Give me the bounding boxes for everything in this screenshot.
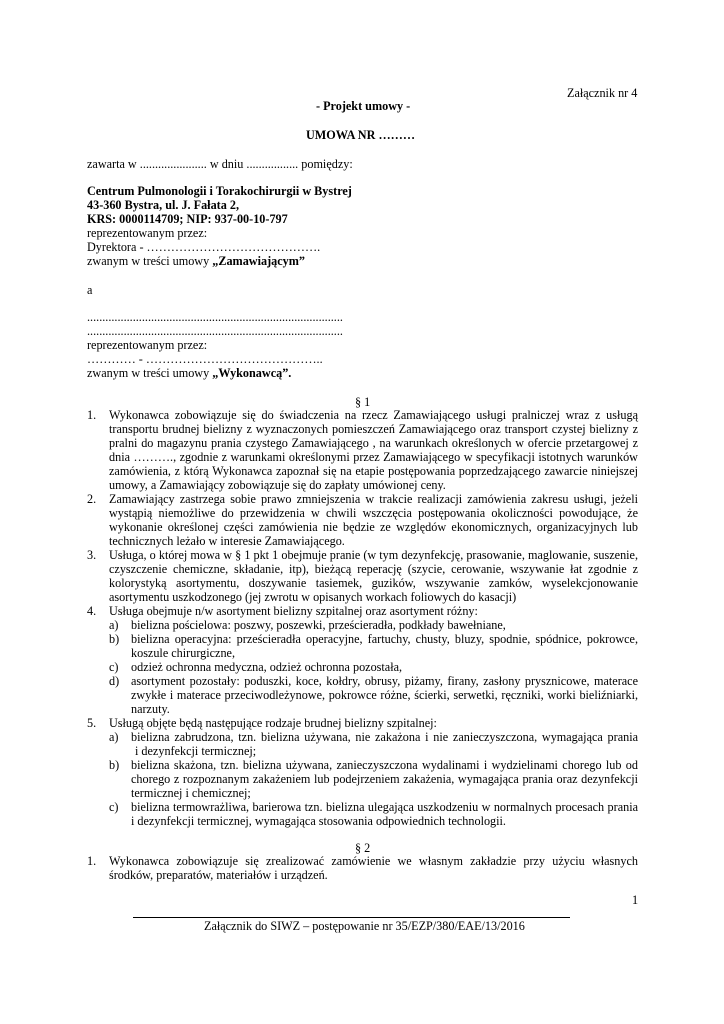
party1-called-prefix: zwanym w treści umowy — [87, 254, 213, 268]
contract-intro: zawarta w ...................... w dniu ................. pomiędzy: — [87, 157, 353, 171]
party1-address: 43-360 Bystra, ul. J. Fałata 2, — [87, 198, 239, 212]
s1-p4-d-text: zwykłe i materace przeciwodleżynowe, pokrowce różne, ścierki, serwetki, ręczniki, worki bieliźniarki, — [131, 688, 638, 702]
s1-p4-a-text: bielizna pościelowa: poszwy, poszewki, prześcieradła, podkłady bawełniane, — [131, 618, 506, 632]
s1-p5-b-text: chorego z rozpoznanym zakażeniem lub podejrzeniem zakażenia, wymagająca prania oraz dezynfekcji — [131, 772, 638, 786]
party1-name: Centrum Pulmonologii i Torakochirurgii w Bystrej — [87, 184, 352, 198]
s1-p1-line: umowy, a Zamawiający zobowiązuje się do zapłaty umówionej ceny. — [109, 478, 446, 492]
s1-p3-line: Usługa, o której mowa w § 1 pkt 1 obejmuje pranie (w tym dezynfekcję, prasowanie, maglowanie, suszenie, — [109, 548, 638, 562]
s1-p4-intro: Usługa obejmuje n/w asortyment bielizny szpitalnej oraz asortyment różny: — [109, 604, 478, 618]
party2-represented: reprezentowanym przez: — [87, 338, 208, 352]
party2-called-name: „Wykonawcą”. — [212, 366, 292, 380]
s1-p2-line: wystąpią niemożliwe do przewidzenia w chwili wszczęcia postępowania okoliczności powodujące, że — [109, 506, 638, 520]
s1-p3-number: 3. — [87, 548, 97, 562]
s1-p2-line: wykonanie określonej części zamówienia nie będzie ze względów ekonomicznych, organizacyjnych lub — [109, 520, 638, 534]
s1-p5-c-text: i dezynfekcji termicznej, wymagająca stosowania odpowiednich technologii. — [131, 814, 506, 828]
s1-p3-line: czyszczenie chemiczne, składanie, itp), bieżącą reperację (szycie, cerowanie, wszywanie łat zgodnie z — [109, 562, 638, 576]
s1-p5-c-text: bielizna termowrażliwa, barierowa tzn. bielizna ulegająca uszkodzeniu w normalnych procesach prania — [131, 800, 638, 814]
s1-p4-c-label: c) — [109, 660, 119, 674]
s2-p1-line: Wykonawca zobowiązuje się zrealizować zamówienie we własnym zakładzie przy użyciu własnych — [109, 854, 638, 868]
party2-person: ………… - …………………………………….. — [87, 352, 323, 366]
s1-p1-line: pralni do magazynu prania czystego Zamawiającego , na warunkach określonych w ofercie przetargowej z — [109, 436, 638, 450]
s1-p2-line: technicznych leżało w interesie Zamawiającego. — [109, 534, 345, 548]
s1-p3-line: kolorystyką asortymentu, doszywanie tasiemek, guzików, wszywanie zamków, wyselekcjonowanie — [109, 576, 638, 590]
party1-called-name: „Zamawiającym” — [212, 254, 305, 268]
s1-p3-line: asortymentu uszkodzonego (jej zwrotu w opisanych workach foliowych do kasacji) — [109, 590, 517, 604]
s1-p4-d-text: narzuty. — [131, 702, 170, 716]
s1-p5-b-text: termicznej i chemicznej; — [131, 786, 251, 800]
s1-p4-b-text: koszule chirurgiczne, — [131, 646, 236, 660]
contract-title: UMOWA NR ……… — [306, 128, 416, 142]
s1-p1-line: zamówienia, z którą Wykonawca zapoznał się na etapie postępowania poprzedzającego zawarcie niniejszej — [109, 464, 638, 478]
s1-p5-b-text: bielizna skażona, tzn. bielizna używana, zanieczyszczona wydalinami i wydzielinami chorego lub od — [131, 758, 638, 772]
party1-called — [87, 254, 305, 269]
s1-p4-number: 4. — [87, 604, 97, 618]
party2-dots-1: .................................................................................... — [87, 310, 343, 324]
party1-represented: reprezentowanym przez: — [87, 226, 208, 240]
s1-p1-number: 1. — [87, 408, 97, 422]
attachment-label: Załącznik nr 4 — [567, 86, 638, 100]
and-label: a — [87, 283, 93, 297]
party1-ids: KRS: 0000114709; NIP: 937-00-10-797 — [87, 212, 288, 226]
party1-director: Dyrektora - ……………………………………. — [87, 240, 321, 254]
page-number: 1 — [632, 893, 639, 907]
footer-divider — [133, 917, 570, 918]
s1-p4-b-label: b) — [109, 632, 120, 646]
s1-p5-c-label: c) — [109, 800, 119, 814]
section1-heading: § 1 — [355, 395, 371, 409]
project-label: - Projekt umowy - — [316, 99, 411, 113]
s1-p1-line: dnia ………., zgodnie z warunkami określonymi przez Zamawiającego w specyfikacji istotnych warunków — [109, 450, 638, 464]
s1-p2-number: 2. — [87, 492, 97, 506]
s1-p1-line: Wykonawca zobowiązuje się do świadczenia na rzecz Zamawiającego usługi pralniczej wraz z usługą — [109, 408, 638, 422]
s1-p5-b-label: b) — [109, 758, 120, 772]
party2-called-prefix: zwanym w treści umowy — [87, 366, 213, 380]
s1-p4-a-label: a) — [109, 618, 119, 632]
s1-p5-a-text: bielizna zabrudzona, tzn. bielizna używana, nie zakażona i nie zanieczyszczona, wymagająca prania — [131, 730, 638, 744]
s1-p5-a-text: i dezynfekcji termicznej; — [135, 744, 257, 758]
footer-text: Załącznik do SIWZ – postępowanie nr 35/EZP/380/EAE/13/2016 — [204, 919, 525, 933]
party2-dots-2: .................................................................................... — [87, 324, 343, 338]
s1-p1-line: transportu brudnej bielizny z wyznaczonych pomieszczeń Zamawiającego oraz transport czystej bielizny z — [109, 422, 638, 436]
s2-p1-line: środków, preparatów, materiałów i urządzeń. — [109, 868, 328, 882]
s1-p4-c-text: odzież ochronna medyczna, odzież ochronna pozostała, — [131, 660, 403, 674]
s2-p1-number: 1. — [87, 854, 97, 868]
s1-p4-d-text: asortyment pozostały: poduszki, koce, kołdry, obrusy, piżamy, firany, zasłony prysznicowe, materace — [131, 674, 638, 688]
s1-p5-a-label: a) — [109, 730, 119, 744]
section2-heading: § 2 — [355, 841, 371, 855]
s1-p5-intro: Usługą objęte będą następujące rodzaje brudnej bielizny szpitalnej: — [109, 716, 437, 730]
s1-p5-number: 5. — [87, 716, 97, 730]
s1-p2-line: Zamawiający zastrzega sobie prawo zmniejszenia w trakcie realizacji zamówienia zakresu usługi, jeżeli — [109, 492, 638, 506]
party2-called — [87, 366, 291, 381]
s1-p4-d-label: d) — [109, 674, 120, 688]
s1-p4-b-text: bielizna operacyjna: prześcieradła operacyjne, fartuchy, chusty, bluzy, spodnie, spódnice, pokrowce, — [131, 632, 638, 646]
